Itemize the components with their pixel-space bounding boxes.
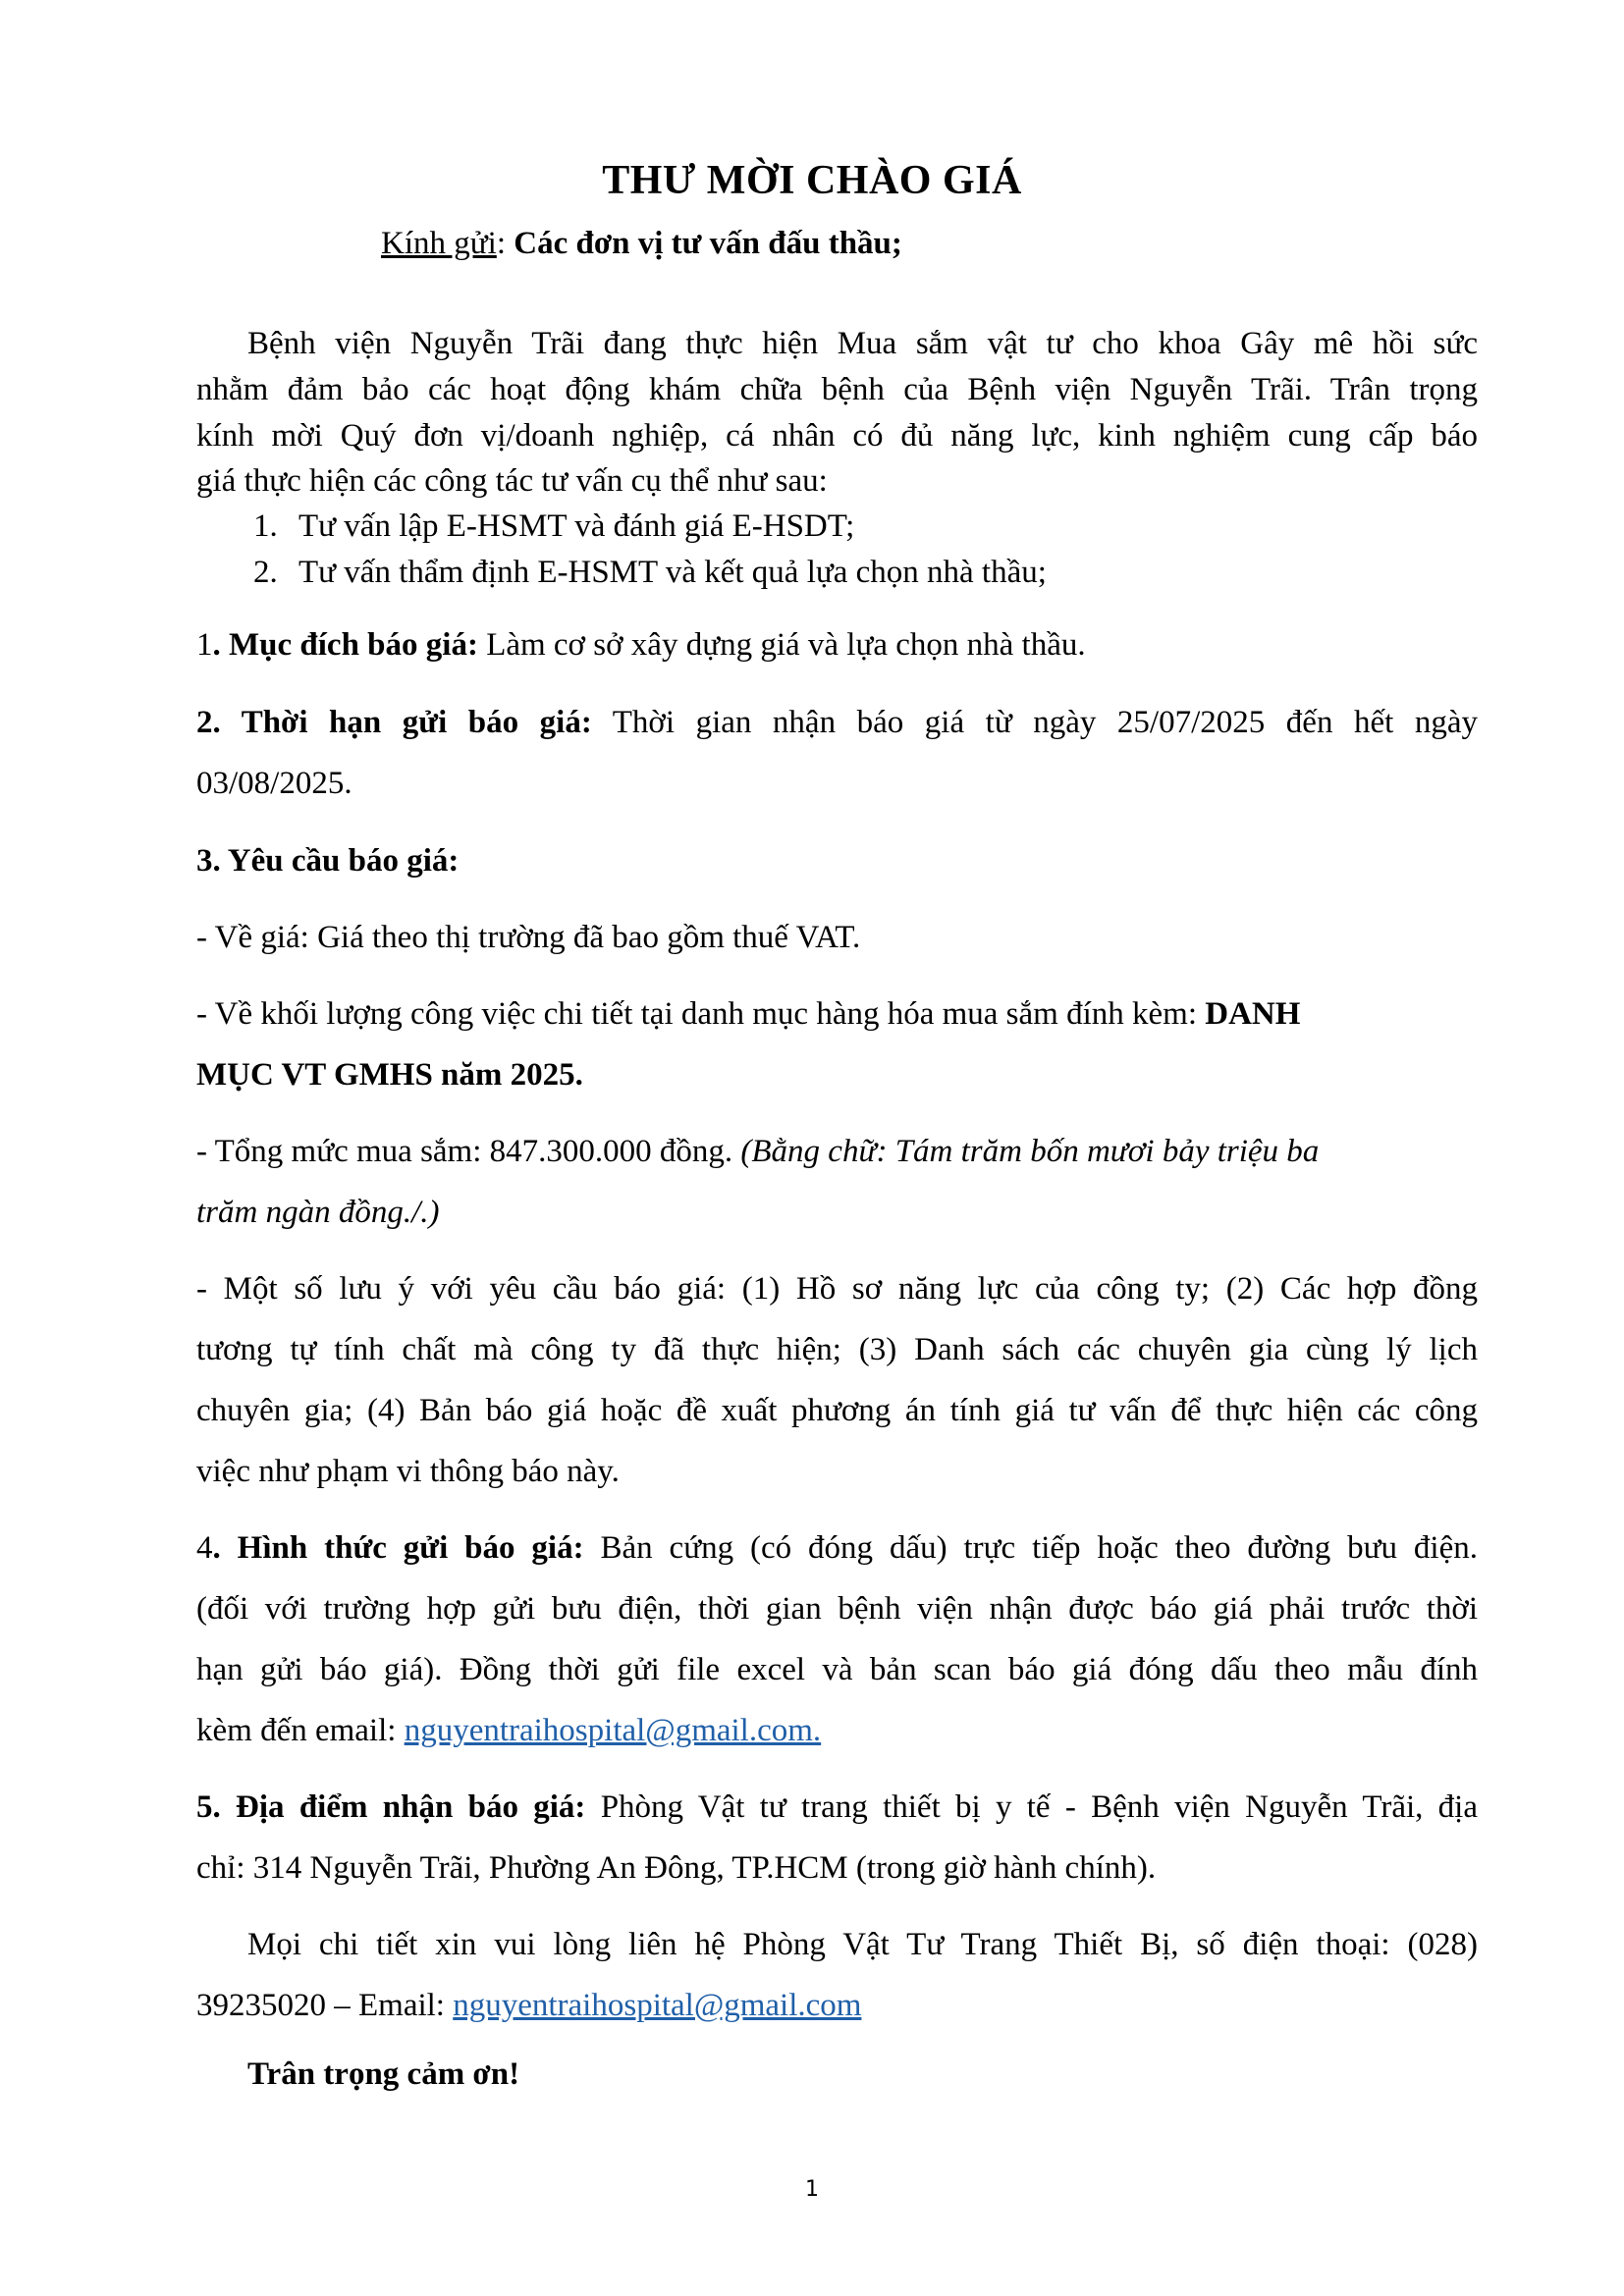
section-4-line-1 [196, 1528, 1478, 1568]
list-item-text: Tư vấn lập E-HSMT và đánh giá E-HSDT; [298, 508, 855, 544]
section-3-volume-text: - Về khối lượng công việc chi tiết tại danh mục hàng hóa mua sắm đính kèm: [196, 996, 1206, 1032]
section-3-total: - Tổng mức mua sắm: 847.300.000 đồng. [196, 1134, 741, 1169]
section-5-line-2: chỉ: 314 Nguyễn Trãi, Phường An Đông, TP.HCM (trong giờ hành chính). [196, 1850, 1157, 1886]
section-4-line-4 [196, 1711, 1478, 1750]
section-2-line-1 [196, 703, 1478, 742]
section-1-text: Làm cơ sở xây dựng giá và lựa chọn nhà thầu. [477, 627, 1086, 663]
section-2-heading: 2. Thời hạn gửi báo giá: [196, 705, 592, 740]
section-5-text: Phòng Vật tư trang thiết bị y tế - Bệnh viện Nguyễn Trãi, địa [585, 1789, 1478, 1825]
intro-line-3: kính mời Quý đơn vị/doanh nghiệp, cá nhân có đủ năng lực, kinh nghiệm cung cấp báo [196, 418, 1478, 454]
list-item-number: 2. [253, 555, 278, 590]
section-4-line-3: hạn gửi báo giá). Đồng thời gửi file excel và bản scan báo giá đóng dấu theo mẫu đính [196, 1652, 1478, 1687]
addressee-value: Các đơn vị tư vấn đấu thầu; [514, 226, 902, 261]
addressee-label: Kính gửi [381, 226, 497, 261]
section-1-number: 1 [196, 627, 213, 663]
section-1 [196, 625, 1478, 665]
section-4-text: Bản cứng (có đóng dấu) trực tiếp hoặc theo đường bưu điện. [583, 1530, 1478, 1566]
section-3-total-line-1 [196, 1132, 1478, 1171]
intro-line-4: giá thực hiện các công tác tư vấn cụ thể như sau: [196, 463, 828, 499]
addressee-colon: : [496, 226, 514, 261]
section-4-heading: . Hình thức gửi báo giá: [212, 1530, 584, 1566]
document-title: THƯ MỜI CHÀO GIÁ [602, 158, 1022, 203]
section-5-line-1 [196, 1788, 1478, 1827]
section-3-total-words: (Bằng chữ: Tám trăm bốn mươi bảy triệu ba [740, 1134, 1320, 1169]
section-3-volume-line-1 [196, 994, 1478, 1034]
contact-phone: 39235020 – Email: [196, 1988, 454, 2023]
section-3-volume-line-2: MỤC VT GMHS năm 2025. [196, 1057, 583, 1093]
email-link[interactable]: nguyentraihospital@gmail.com. [404, 1713, 822, 1748]
intro-line-1: Bệnh viện Nguyễn Trãi đang thực hiện Mua sắm vật tư cho khoa Gây mê hồi sức [247, 326, 1478, 361]
section-3-notes-line-2: tương tự tính chất mà công ty đã thực hiện; (3) Danh sách các chuyên gia cùng lý lịch [196, 1332, 1478, 1367]
intro-line-2: nhằm đảm bảo các hoạt động khám chữa bệnh của Bệnh viện Nguyễn Trãi. Trân trọng [196, 372, 1478, 407]
list-item-2 [253, 553, 1047, 592]
section-1-heading: . Mục đích báo giá: [212, 627, 478, 663]
section-4-line-2: (đối với trường hợp gửi bưu điện, thời gian bệnh viện nhận được báo giá phải trước thời [196, 1591, 1478, 1627]
contact-line-1: Mọi chi tiết xin vui lòng liên hệ Phòng Vật Tư Trang Thiết Bị, số điện thoại: (028) [247, 1927, 1478, 1962]
section-3-total-line-2: trăm ngàn đồng./.) [196, 1195, 440, 1230]
list-item-number: 1. [253, 508, 278, 544]
page-number: 1 [805, 2177, 819, 2202]
section-4-email-label: kèm đến email: [196, 1713, 405, 1748]
section-4-number: 4 [196, 1530, 213, 1566]
section-3-notes-line-3: chuyên gia; (4) Bản báo giá hoặc đề xuất phương án tính giá tư vấn để thực hiện các công [196, 1393, 1478, 1428]
section-2-line-2: 03/08/2025. [196, 766, 352, 801]
addressee-line [381, 224, 902, 263]
contact-email-link[interactable]: nguyentraihospital@gmail.com [453, 1988, 862, 2023]
list-item-text: Tư vấn thẩm định E-HSMT và kết quả lựa chọn nhà thầu; [298, 555, 1047, 590]
section-3-heading: 3. Yêu cầu báo giá: [196, 843, 460, 879]
section-3-volume-bold: DANH [1205, 996, 1301, 1032]
section-2-text: Thời gian nhận báo giá từ ngày 25/07/2025 đến hết ngày [591, 705, 1478, 740]
section-5-heading: 5. Địa điểm nhận báo giá: [196, 1789, 586, 1825]
contact-line-2 [196, 1986, 1478, 2025]
list-item-1 [253, 507, 855, 546]
section-3-price: - Về giá: Giá theo thị trường đã bao gồm thuế VAT. [196, 920, 861, 955]
section-3-notes-line-4: việc như phạm vi thông báo này. [196, 1454, 620, 1489]
section-3-notes-line-1: - Một số lưu ý với yêu cầu báo giá: (1) Hồ sơ năng lực của công ty; (2) Các hợp đồng [196, 1271, 1478, 1307]
closing: Trân trọng cảm ơn! [247, 2056, 520, 2092]
